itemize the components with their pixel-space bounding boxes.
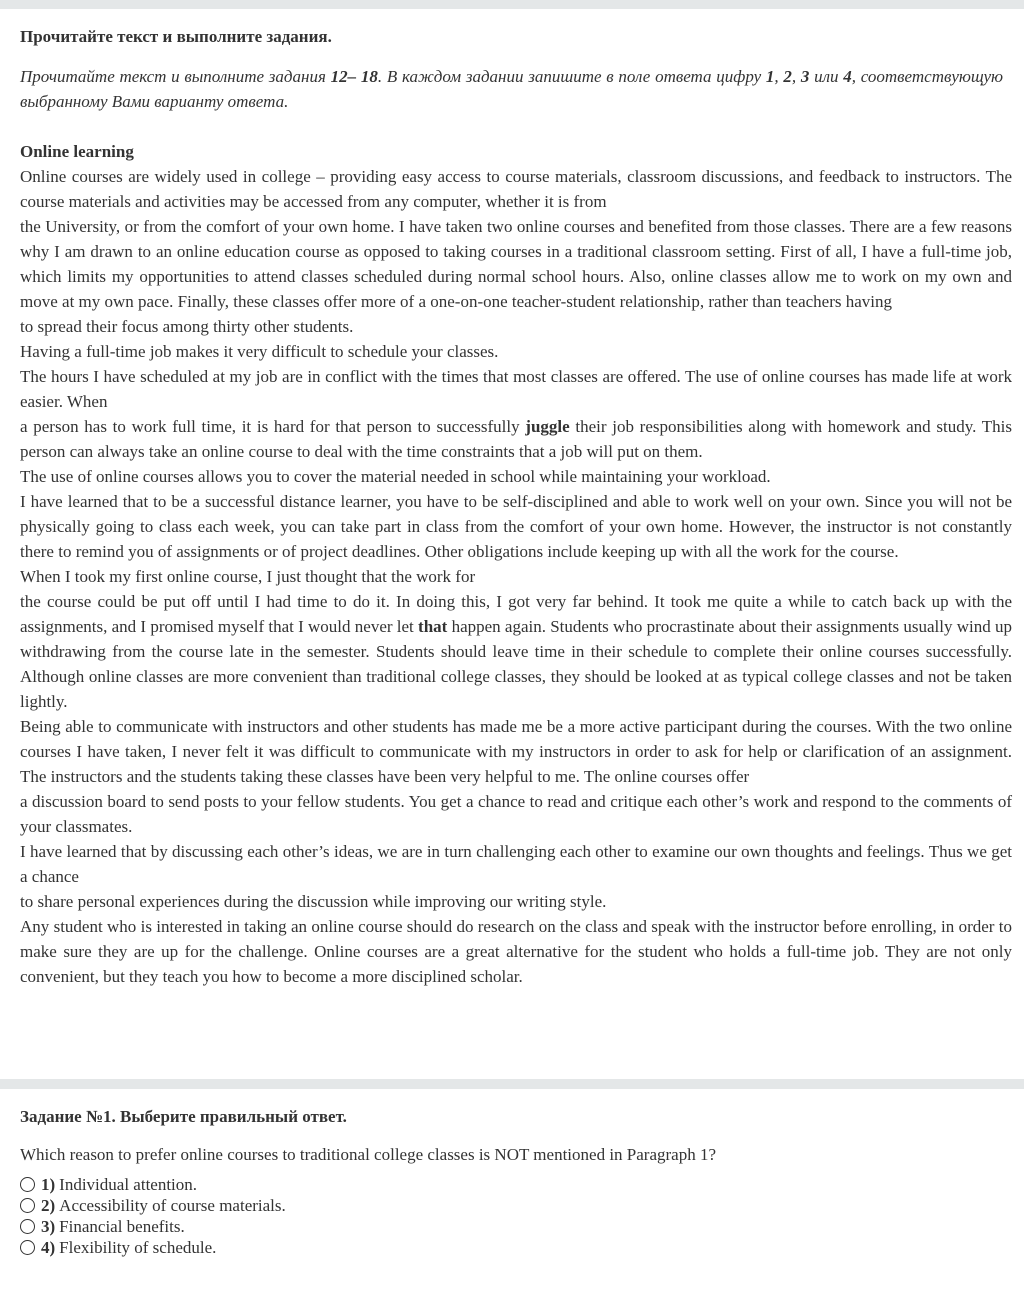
digit: 1 xyxy=(765,67,775,86)
article xyxy=(20,139,1012,989)
paragraph: When I took my first online course, I just thought that the work for xyxy=(20,567,476,586)
option-text: Flexibility of schedule. xyxy=(59,1238,217,1257)
radio-button[interactable] xyxy=(20,1177,35,1192)
paragraph-text: their job responsibilities along with homework and study. This person can always take an online course to deal with the time constraints that a job will put on them. xyxy=(20,417,1012,461)
option-text: Individual attention. xyxy=(59,1175,198,1194)
radio-button[interactable] xyxy=(20,1219,35,1234)
separator: , xyxy=(774,67,784,86)
instruction-text: Прочитайте текст и выполните задания xyxy=(20,67,331,86)
task-heading: Задание №1. Выберите правильный ответ. xyxy=(20,1107,347,1126)
highlighted-word: that xyxy=(418,617,448,636)
article-title: Online learning xyxy=(20,142,134,161)
paragraph: to spread their focus among thirty other students. xyxy=(20,317,354,336)
radio-button[interactable] xyxy=(20,1240,35,1255)
task-range: 12– 18 xyxy=(330,67,378,86)
paragraph: Being able to communicate with instructors and other students has made me be a more active participant during the courses. With the two online courses I have taken, I never felt it was difficult to communicate with my instructors in order to ask for help or clarification of an assignment. The instructors and the students taking these classes have been very helpful to me. The online courses offer xyxy=(20,717,1012,786)
paragraph: to share personal experiences during the discussion while improving our writing style. xyxy=(20,892,607,911)
paragraph: a discussion board to send posts to your fellow students. You get a chance to read and critique each other’s work and respond to the comments of your classmates. xyxy=(20,792,1012,836)
paragraph: The hours I have scheduled at my job are in conflict with the times that most classes are offered. The use of online courses has made life at work easier. When xyxy=(20,367,1012,411)
paragraph: I have learned that by discussing each other’s ideas, we are in turn challenging each other to examine our own thoughts and feelings. Thus we get a chance xyxy=(20,842,1012,886)
highlighted-word: juggle xyxy=(525,417,570,436)
option-number: 4) xyxy=(41,1238,56,1257)
option-number: 1) xyxy=(41,1175,56,1194)
paragraph xyxy=(20,589,1012,714)
paragraph xyxy=(20,414,1012,464)
digit: 2 xyxy=(783,67,792,86)
instruction-text: . В каждом задании запишите в поле ответа цифру xyxy=(377,67,766,86)
paragraph: I have learned that to be a successful distance learner, you have to be self-disciplined and able to work well on your own. Since you will not be physically going to class each week, you can take part in class from the comfort of your own home. However, the instructor is not constantly there to remind you of assignments or of project deadlines. Other obligations include keeping up with all the work for the course. xyxy=(20,492,1012,561)
answer-option-2[interactable] xyxy=(20,1195,286,1216)
paragraph-text: a person has to work full time, it is hard for that person to successfully xyxy=(20,417,526,436)
paragraph: Any student who is interested in taking an online course should do research on the class and speak with the instructor before enrolling, in order to make sure they are up for the challenge. Online courses are a great alternative for the student who holds a full-time job. They are not only convenient, but they teach you how to become a more disciplined scholar. xyxy=(20,917,1012,986)
answer-option-1[interactable] xyxy=(20,1174,286,1195)
digit: 3 xyxy=(800,67,810,86)
paragraph-text: happen again. Students who procrastinate about their assignments usually wind up withdrawing from the course late in the semester. Students should leave time in their schedule to complete their online courses successfully. Although online classes are more convenient than traditional college classes, they should be looked at as typical college classes and not be taken lightly. xyxy=(20,617,1013,711)
paragraph-text: the course could be put off until I had time to do it. In doing this, I got very far behind. It took me quite a while to catch back up with the assignments, and I promised myself that I would never let xyxy=(20,592,1012,636)
question-text: Which reason to prefer online courses to traditional college classes is NOT mentioned in Paragraph 1? xyxy=(20,1145,716,1164)
top-divider xyxy=(0,0,1024,9)
paragraph: the University, or from the comfort of your own home. I have taken two online courses and benefited from those classes. There are a few reasons why I am drawn to an online education course as opposed to taking courses in a traditional classroom setting. First of all, I have a full-time job, which limits my opportunities to attend classes scheduled during normal school hours. Also, online classes allow me to work on my own and move at my own pace. Finally, these classes offer more of a one-on-one teacher-student relationship, rather than teachers having xyxy=(20,217,1012,311)
answer-option-3[interactable] xyxy=(20,1216,286,1237)
answer-option-4[interactable] xyxy=(20,1237,286,1258)
separator: , xyxy=(791,67,801,86)
section-divider xyxy=(0,1079,1024,1089)
paragraph: Having a full-time job makes it very difficult to schedule your classes. xyxy=(20,342,499,361)
separator: или xyxy=(809,67,844,86)
option-text: Accessibility of course materials. xyxy=(59,1196,286,1215)
option-text: Financial benefits. xyxy=(59,1217,185,1236)
paragraph: The use of online courses allows you to cover the material needed in school while maintaining your workload. xyxy=(20,467,771,486)
page-title: Прочитайте текст и выполните задания. xyxy=(20,27,332,46)
option-number: 3) xyxy=(41,1217,56,1236)
radio-button[interactable] xyxy=(20,1198,35,1213)
instructions xyxy=(20,64,1003,114)
paragraph: Online courses are widely used in college – providing easy access to course materials, classroom discussions, and feedback to instructors. The course materials and activities may be accessed from any computer, whether it is from xyxy=(20,167,1012,211)
answer-options xyxy=(20,1174,286,1258)
option-number: 2) xyxy=(41,1196,56,1215)
instruction-text: , соответствующую выбранному Вами варианту ответа. xyxy=(20,67,1004,111)
digit: 4 xyxy=(843,67,852,86)
